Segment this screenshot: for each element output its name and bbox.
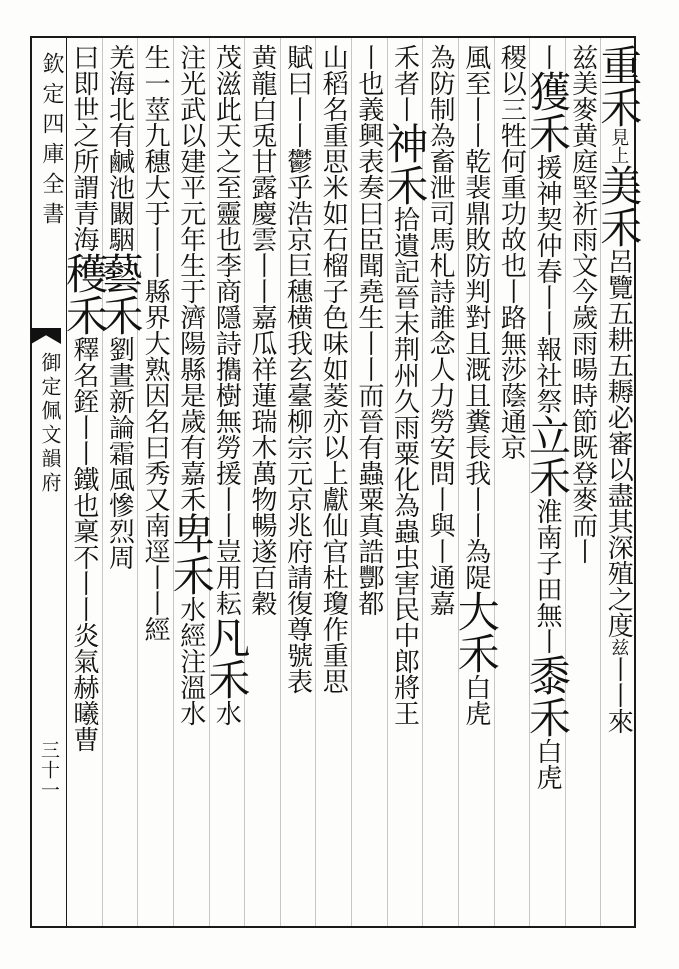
- entry-text: 丨也: [353, 44, 384, 96]
- fishtail-mark-icon: [31, 328, 61, 344]
- collection-title: 欽定四庫全書: [39, 52, 64, 232]
- entry-text: 茂滋此天之至靈也李商隱詩㩦樹無勞援丨丨豈用耘: [211, 44, 242, 616]
- entry-text: 黄龍白兎甘露慶雲丨丨嘉瓜祥蓮瑞木萬物暢遂百穀: [246, 44, 277, 616]
- entry-text: 援神契仲春丨丨報社祭: [531, 154, 562, 414]
- entry-text: 白虎: [531, 738, 562, 790]
- entry-text: 拾遺記晉末荆州久雨粟化為蟲虫害民中郎將王: [389, 206, 420, 726]
- entry-text: 劉晝新論霜風慘烈周: [104, 336, 135, 570]
- entry-text: 稟不丨丨炎氣赫曦曹: [68, 518, 99, 752]
- entry-text: 水經注溫水: [175, 596, 206, 726]
- entry-headword: 重禾: [594, 44, 644, 128]
- entry-text: 義興表奏曰臣聞堯生丨丨而晉有蟲粟真誥酆都: [353, 96, 384, 616]
- entry-text: 賦曰丨丨鬱乎浩京巨穗横我玄臺柳宗元京兆府請復尊號表: [282, 44, 313, 694]
- entry-text: 兹美麥黄庭堅祈雨文今歲雨暘時節既登麥而丨: [567, 44, 598, 564]
- fore-edge-margin: [30, 36, 64, 928]
- entry-text: 兹: [608, 638, 630, 656]
- entry-headword: 神禾: [380, 122, 430, 206]
- entry-text: 禾者丨: [389, 44, 420, 122]
- text-column: [59, 44, 109, 924]
- entry-headword: 穫禾: [59, 252, 109, 336]
- entry-headword: 凡禾: [202, 616, 252, 700]
- entry-text: 見上: [608, 128, 630, 164]
- entry-text: 通京: [496, 408, 527, 460]
- entry-headword: 立禾: [522, 414, 572, 498]
- entry-text: 丨路無莎蔭: [496, 278, 527, 408]
- entry-headword: 黍禾: [522, 654, 572, 738]
- entry-text: 羌海北有鹹池闞駰: [104, 44, 135, 252]
- entry-text: 又南逕丨丨: [140, 486, 171, 616]
- entry-text: 山稻名重思米如石榴子色味如菱亦以上獻仙官杜瓊作重思: [318, 44, 349, 694]
- entry-text: 丨: [531, 44, 562, 70]
- entry-text: 淮南子田無丨: [531, 498, 562, 654]
- entry-text: 水: [211, 700, 242, 726]
- entry-text: 釋名銍丨丨鐵也: [68, 336, 99, 518]
- entry-headword: 獲禾: [522, 70, 572, 154]
- entry-text: 為防制為畜泄司馬札詩誰念人力勞安問丨與丨: [425, 44, 456, 564]
- entry-text: 注光武以建平元年生于濟陽縣是歲有嘉禾: [175, 44, 206, 512]
- entry-text: 丨丨來: [603, 656, 634, 734]
- entry-headword: 大禾: [451, 590, 501, 674]
- entry-text: 經: [140, 616, 171, 642]
- entry-headword: 藝禾: [95, 252, 145, 336]
- entry-text: 通嘉: [425, 564, 456, 616]
- entry-text: 稷以三牲何重功故也: [496, 44, 527, 278]
- entry-text: 白虎: [460, 674, 491, 726]
- entry-text: 曰即世之所謂青海: [68, 44, 99, 252]
- entry-text: 風至丨丨乾裴鼎敗防判對且溉且糞長我丨丨為隄: [460, 44, 491, 590]
- entry-headword: 卑禾: [166, 512, 216, 596]
- entry-text: 生一莖九穗大于丨丨縣界大熟因名曰秀: [140, 44, 171, 486]
- book-title: 御定佩文韻府: [38, 352, 62, 496]
- entry-text: 呂覽五耕五耨必審以盡其深殖之度: [603, 248, 634, 638]
- page-number: 三十一: [38, 740, 60, 800]
- entry-headword: 美禾: [594, 164, 644, 248]
